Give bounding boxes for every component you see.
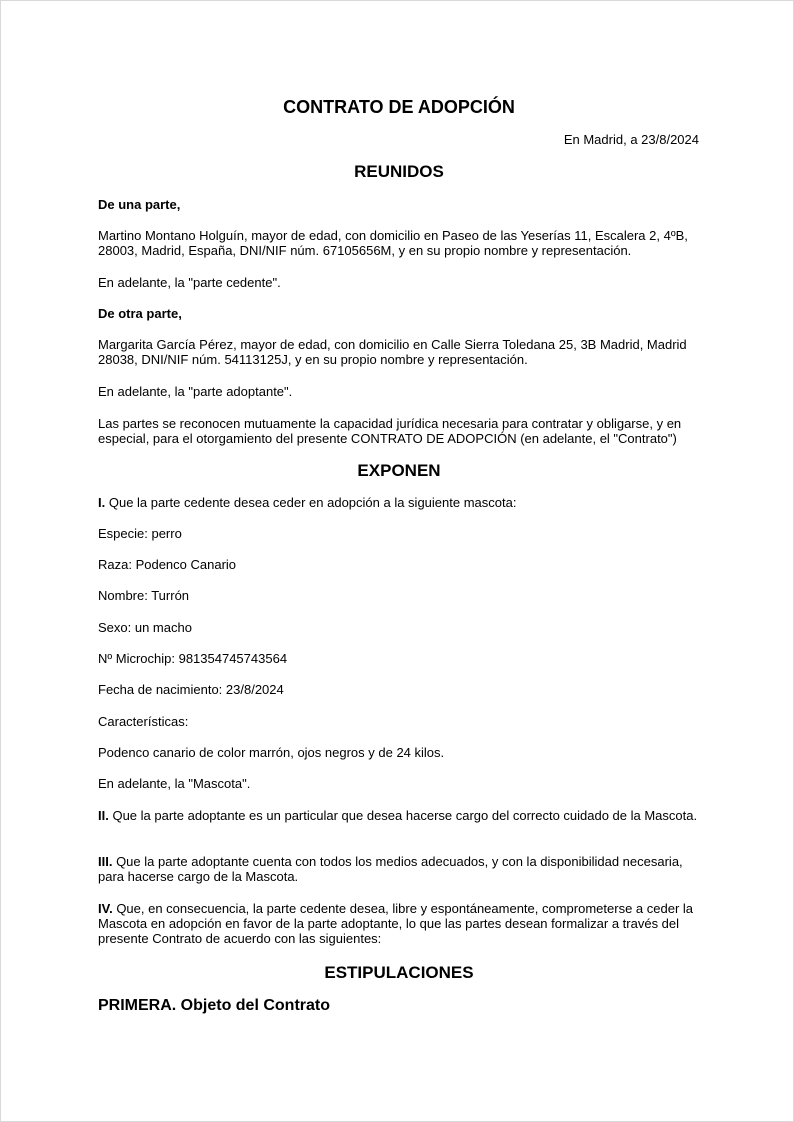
pet-characteristics-label: Características: — [98, 714, 189, 729]
pet-birth-date: Fecha de nacimiento: 23/8/2024 — [98, 682, 284, 697]
expone-iii-number: III. — [98, 854, 113, 869]
first-party-label: De una parte, — [98, 197, 181, 212]
expone-ii-text: Que la parte adoptante es un particular que desea hacerse cargo del correcto cuidado de la Mascota. — [108, 808, 698, 823]
pet-species: Especie: perro — [98, 526, 182, 541]
second-party-text: Margarita García Pérez, mayor de edad, con domicilio en Calle Sierra Toledana 25, 3B Madrid, Madrid 28038, DNI/NIF núm. 54113125J, y en su propio nombre y representación. — [98, 337, 687, 367]
pet-alias: En adelante, la "Mascota". — [98, 776, 251, 791]
document-title: CONTRATO DE ADOPCIÓN — [283, 97, 515, 117]
heading-estipulaciones: ESTIPULACIONES — [324, 963, 474, 982]
expone-iv-text: Que, en consecuencia, la parte cedente desea, libre y espontáneamente, comprometerse a ceder la Mascota en adopción en favor de la parte adoptante, lo que las partes desean formalizar a través del presente Contrato de acuerdo con las siguientes: — [98, 901, 693, 946]
clause-primera-title: PRIMERA. Objeto del Contrato — [98, 997, 330, 1014]
expone-ii-number: II. — [98, 808, 109, 823]
first-party-text: Martino Montano Holguín, mayor de edad, con domicilio en Paseo de las Yeserías 11, Escalera 2, 4ºB, 28003, Madrid, España, DNI/NIF núm. 67105656M, y en su propio nombre y representación. — [98, 228, 688, 258]
expone-iii — [98, 854, 700, 884]
heading-reunidos: REUNIDOS — [354, 162, 444, 181]
expone-iii-text: Que la parte adoptante cuenta con todos los medios adecuados, y con la disponibilidad necesaria, para hacerse cargo de la Mascota. — [98, 854, 683, 884]
second-party-alias: En adelante, la "parte adoptante". — [98, 384, 293, 399]
pet-breed: Raza: Podenco Canario — [98, 557, 237, 572]
expone-iv — [98, 901, 700, 946]
expone-ii — [98, 808, 700, 823]
expone-i-text: Que la parte cedente desea ceder en adopción a la siguiente mascota: — [105, 495, 517, 510]
first-party-alias: En adelante, la "parte cedente". — [98, 275, 281, 290]
pet-characteristics: Podenco canario de color marrón, ojos negros y de 24 kilos. — [98, 745, 445, 760]
expone-i — [98, 495, 700, 510]
capacity-paragraph: Las partes se reconocen mutuamente la capacidad jurídica necesaria para contratar y obligarse, y en especial, para el otorgamiento del presente CONTRATO DE ADOPCIÓN (en adelante, el "Contrato") — [98, 416, 682, 446]
pet-sex: Sexo: un macho — [98, 620, 192, 635]
expone-iv-number: IV. — [98, 901, 113, 916]
pet-name: Nombre: Turrón — [98, 588, 190, 603]
heading-exponen: EXPONEN — [357, 461, 441, 480]
second-party-label: De otra parte, — [98, 306, 182, 321]
expone-i-number: I. — [98, 495, 106, 510]
place-date: En Madrid, a 23/8/2024 — [563, 132, 699, 147]
pet-microchip: Nº Microchip: 981354745743564 — [98, 651, 288, 666]
